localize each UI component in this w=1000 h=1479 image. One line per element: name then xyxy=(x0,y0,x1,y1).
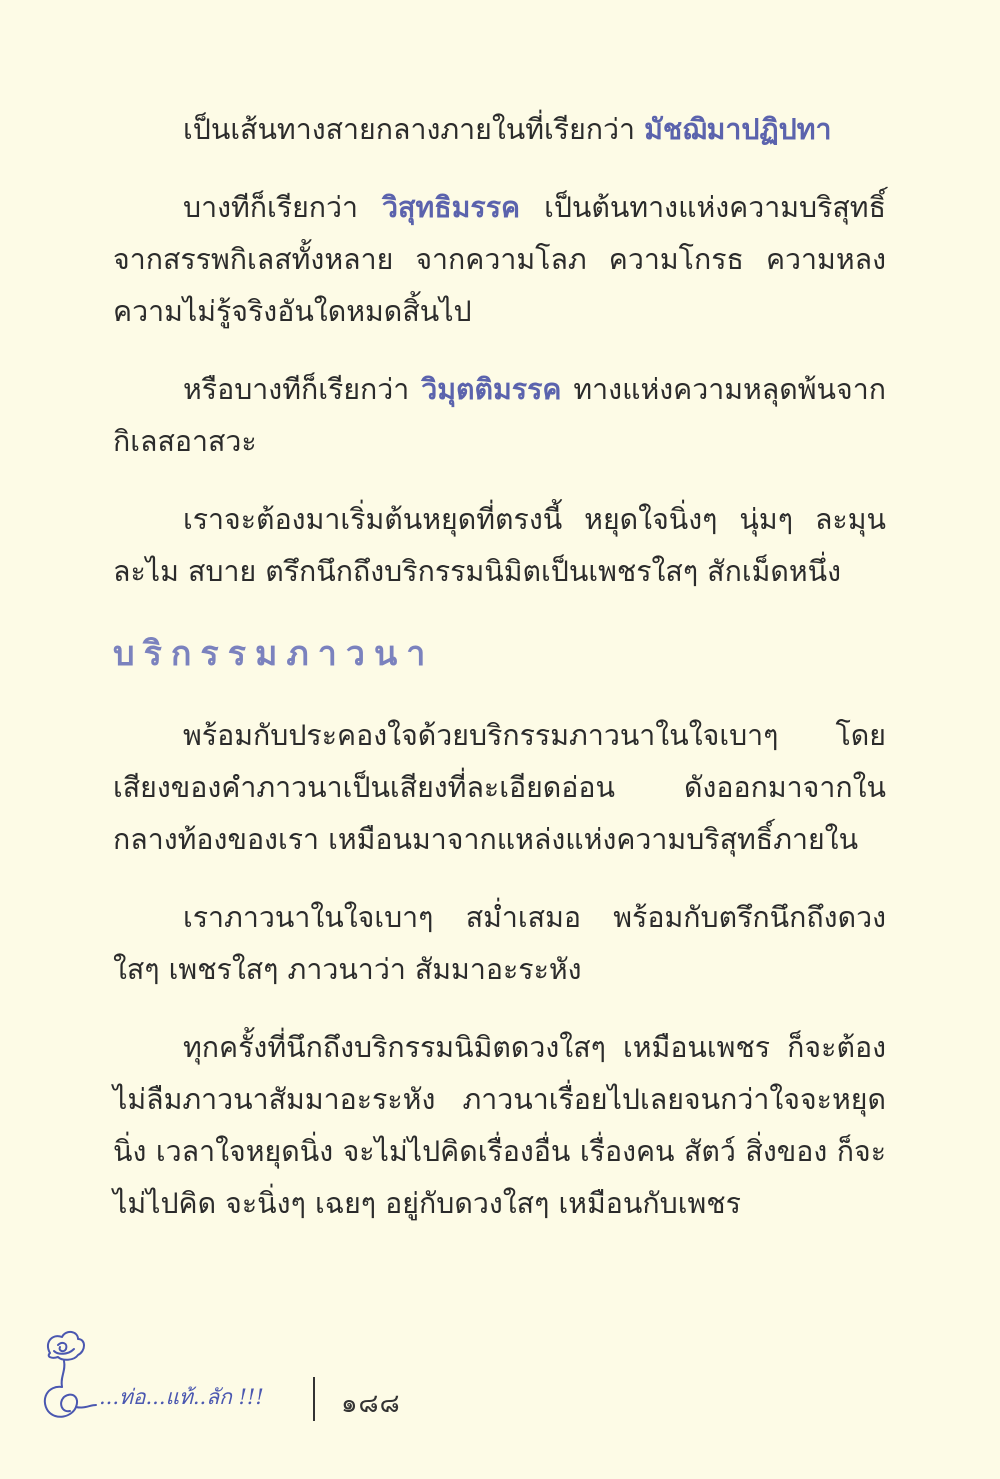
rose-signature-icon xyxy=(36,1325,316,1435)
paragraph-1-text: เป็นเส้นทางสายกลางภายในที่เรียกว่า xyxy=(183,113,645,146)
paragraph-1 xyxy=(113,104,886,156)
paragraph-6: เราภาวนาในใจเบาๆ สม่ำเสมอ พร้อมกับตรึกนึกถึงดวงใสๆ เพชรใสๆ ภาวนาว่า สัมมาอะระหัง xyxy=(113,901,886,986)
page-number: ๑๘๘ xyxy=(341,1389,401,1419)
signature-text: ...ท่อ...แท้..ลัก !!! xyxy=(99,1385,264,1409)
paragraph-4 xyxy=(113,494,886,598)
paragraph-5: พร้อมกับประคองใจด้วยบริกรรมภาวนาในใจเบาๆ โดยเสียงของคำภาวนาเป็นเสียงที่ละเอียดอ่อน ดังออกมาจากในกลางท้องของเรา เหมือนมาจากแหล่งแห่งความบริสุทธิ์ภายใน xyxy=(113,719,886,856)
paragraph-3 xyxy=(113,364,886,468)
paragraph-4-text: เราจะต้องมาเริ่มต้นหยุดที่ตรงนี้ หยุดใจนิ่งๆ นุ่มๆ ละมุนละไม สบาย ตรึกนึกถึงบริกรรมนิมิตเป็นเพชรใสๆ สักเม็ดหนึ่ง xyxy=(113,503,886,588)
section-heading: บริกรรมภาวนา xyxy=(113,634,435,674)
paragraph-2 xyxy=(113,182,886,338)
paragraph-2-lead: บางทีก็เรียกว่า xyxy=(183,191,383,224)
term-vimutti-magga: วิมุตติมรรค xyxy=(421,373,562,406)
paragraph-3-text: ทางแห่งความหลุดพ้นจากกิเลสอาสวะ xyxy=(113,373,886,458)
page-content xyxy=(113,104,886,1256)
term-majjhima-patipada: มัชฌิมาปฏิปทา xyxy=(644,113,832,146)
page-footer xyxy=(36,1325,536,1435)
paragraph-3-lead: หรือบางทีก็เรียกว่า xyxy=(183,373,422,406)
paragraph-7: ทุกครั้งที่นึกถึงบริกรรมนิมิตดวงใสๆ เหมือนเพชร ก็จะต้องไม่ลืมภาวนาสัมมาอะระหัง ภาวนาเรื่อยไปเลยจนกว่าใจจะหยุดนิ่ง เวลาใจหยุดนิ่ง จะไม่ไปคิดเรื่องอื่น เรื่องคน สัตว์ สิ่งของ ก็จะไม่ไปคิด จะนิ่งๆ เฉยๆ อยู่กับดวงใสๆ เหมือนกับเพชร xyxy=(113,1031,886,1220)
footer-divider xyxy=(313,1377,315,1421)
term-visuddhi-magga: วิสุทธิมรรค xyxy=(382,191,521,224)
paragraph-2-text: เป็นต้นทางแห่งความบริสุทธิ์จากสรรพกิเลสทั้งหลาย จากความโลภ ความโกรธ ความหลง ความไม่รู้จริงอันใดหมดสิ้นไป xyxy=(113,191,886,328)
